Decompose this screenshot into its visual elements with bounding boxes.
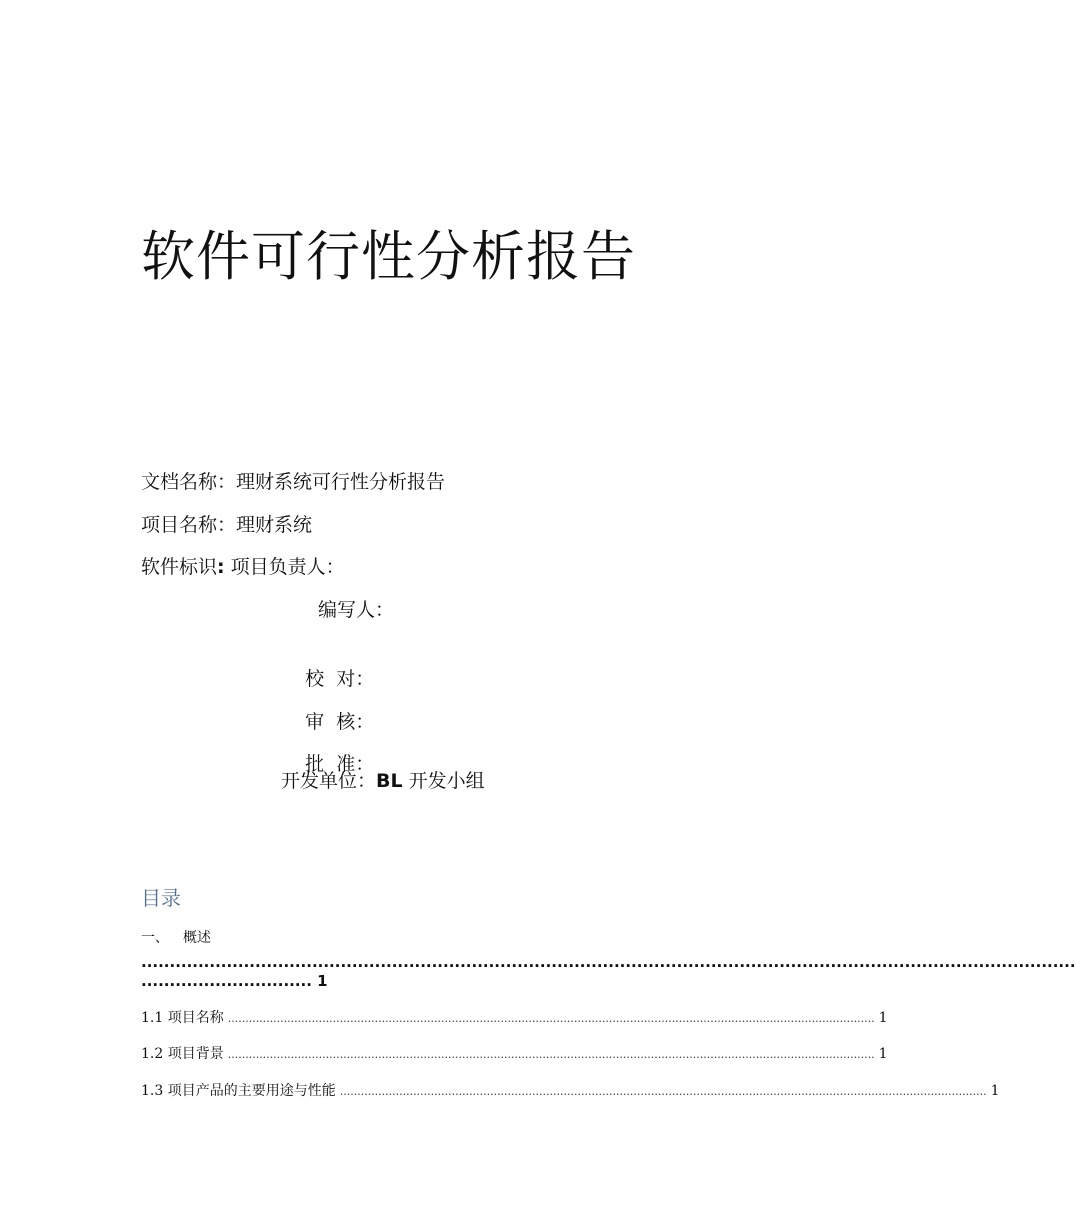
toc-leader-dots: .................................................................................................................................................................... (141, 953, 1076, 971)
toc-leader: ......................................................................................................................................................................................... (227, 1048, 875, 1061)
toc-leader: ......................................................................................................................................................................................... (339, 1085, 987, 1098)
toc-entry-label: 1.2 项目背景 (141, 1046, 224, 1062)
toc-entry[interactable] (141, 1080, 1000, 1102)
doc-name-value: 理财系统可行性分析报告 (236, 471, 446, 493)
toc-entry[interactable] (141, 1007, 888, 1029)
toc-leader-dots-continued: .............................. 1 (141, 972, 328, 990)
toc-leader: ......................................................................................................................................................................................... (227, 1012, 875, 1025)
dev-unit-label: 开发单位： (281, 770, 377, 792)
software-id-line (141, 554, 345, 580)
toc-heading: 目录 (141, 886, 181, 910)
document-title: 软件可行性分析报告 (141, 225, 636, 288)
project-name-value: 理财系统 (236, 514, 313, 536)
dev-unit-line (281, 768, 485, 794)
doc-name-label: 文档名称： (141, 471, 237, 493)
approve-label: 批 准： (305, 753, 375, 775)
writer-line (318, 597, 394, 623)
software-id-label: 软件标识 (141, 556, 218, 578)
project-owner-label: 项目负责人： (230, 556, 345, 578)
software-id-colon: : (217, 556, 225, 578)
writer-label: 编写人： (318, 599, 395, 621)
doc-name-line (141, 469, 445, 495)
toc-entry-page: 1 (990, 1083, 1000, 1099)
toc-entry-page: 1 (317, 972, 328, 990)
proofread-label: 校 对： (305, 668, 375, 690)
review-label: 审 核： (305, 711, 375, 733)
toc-entry-label: 1.3 项目产品的主要用途与性能 (141, 1083, 336, 1099)
dev-unit-value-cn: 开发小组 (408, 770, 485, 792)
toc-entry[interactable] (141, 1043, 888, 1065)
dev-unit-value-latin: BL (376, 770, 403, 792)
toc-entry-number: 一、 (141, 930, 169, 946)
project-name-label: 项目名称： (141, 514, 237, 536)
toc-entry-page: 1 (878, 1010, 888, 1026)
toc-entry-page: 1 (878, 1046, 888, 1062)
toc-entry-label: 概述 (183, 930, 211, 946)
toc-entry-label: 1.1 项目名称 (141, 1010, 224, 1026)
project-name-line (141, 512, 312, 538)
toc-entry-overview[interactable] (141, 926, 211, 950)
